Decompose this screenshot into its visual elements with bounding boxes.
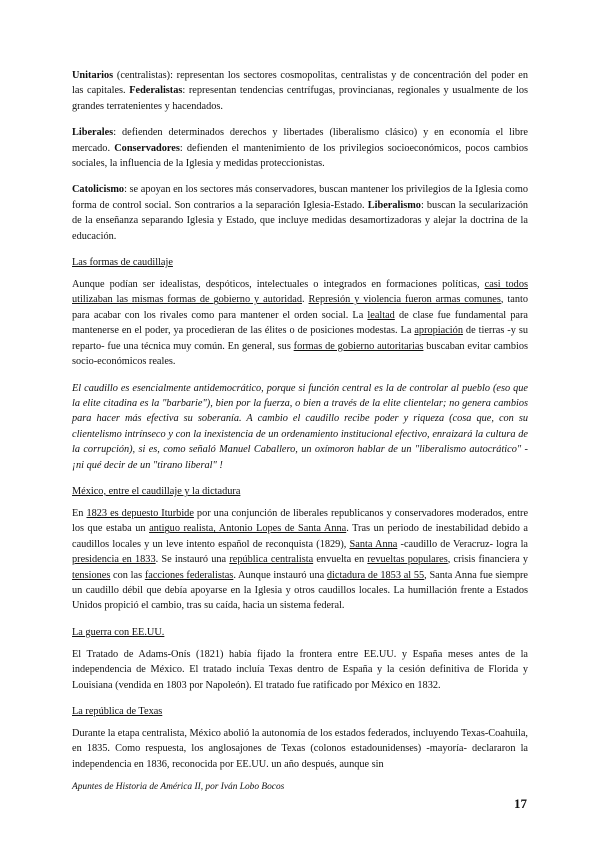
- paragraph-guerra: El Tratado de Adams-Onís (1821) había fijado la frontera entre EE.UU. y España meses antes de la independencia de México. El tratado incluía Texas dentro de España y la cesión definitiva de Florida y Louisiana (vendida en 1803 por Napoleón). El tratado fue ratificado por México en 1832.: [72, 648, 528, 691]
- heading-guerra-eeuu: La guerra con EE.UU.: [72, 626, 165, 638]
- page-footer: Apuntes de Historia de América II, por Iván Lobo Bocos: [72, 782, 285, 792]
- paragraph-caudillaje: Aunque podían ser idealistas, despóticos, intelectuales o integrados en formaciones políticas, casi todos utilizaban las mismas formas de gobierno y autoridad. Represión y violencia fueron armas comunes, tanto para acabar con los rivales como para mantener el orden social. La lealtad de clase fue fundamental para mantenerse en el poder, ya procedieran de las élites o de posiciones modestas. La apropiación de tierras -y su reparto- fue una técnica muy común. En general, sus formas de gobierno autoritarias buscaban evitar cambios socio-económicos reales.: [72, 279, 529, 368]
- heading-republica-texas: La república de Texas: [72, 706, 163, 717]
- term-liberalismo: Liberalismo: [367, 199, 421, 211]
- quote-paragraph: El caudillo es esencialmente antidemocrático, porque si función central es la de controlar al pueblo (eso que la elite citadina es la "barbarie"), bien por la fuerza, o bien a través de la elite clientelar; no genera cambios para hacer más efectiva su soberanía. A cambio el caudillo recibe poder y riqueza (cosa que, con su clientelismo intrínseco y con la inexistencia de un ordenamiento institucional efectivo, enraizará la cultura de la corrupción), si es, como señaló Manuel Caballero, un oxímoron hablar de un "liberalismo autocrático" -¡ni qué decir de un "tirano liberal" !: [72, 382, 528, 471]
- term-federalistas: Federalistas: [129, 85, 183, 97]
- document-page: [72, 68, 528, 783]
- paragraph-catolicismo: Catolicismo: se apoyan en los sectores más conservadores, buscan mantener los privilegios de la Iglesia como forma de control social. Son contrarios a la separación Iglesia-Estado. Liberalismo: buscan la secularización de la enseñanza separando Iglesia y Estado, que incluye medidas desamortizadoras y alejar la doctrina de la educación.: [72, 184, 528, 242]
- heading-mexico: México, entre el caudillaje y la dictadura: [72, 485, 241, 497]
- term-liberales: Liberales: [72, 127, 114, 139]
- paragraph-unitarios: Unitarios (centralistas): representan los sectores cosmopolitas, centralistas y de concentración del poder en las capitales. Federalistas: representan tendencias centrífugas, provincianas, regionales y usualmente de los grandes terratenientes y hacendados.: [72, 70, 528, 112]
- term-unitarios: Unitarios: [72, 70, 114, 81]
- heading-formas-de-caudillaje: Las formas de caudillaje: [72, 257, 173, 269]
- page-number: 17: [514, 796, 527, 811]
- paragraph-mexico: En 1823 es depuesto Iturbide por una conjunción de liberales republicanos y conservadores moderados, entre los que estaba un antiguo realista, Antonio Lopes de Santa Anna. Tras un periodo de inestabilidad debido a caudillos locales y un leve intento español de reconquista (1829), Santa Anna -caudillo de Veracruz- logra la presidencia en 1833. Se instauró una república centralista envuelta en revueltas populares, crisis financiera y tensiones con las facciones federalistas. Aunque instauró una dictadura de 1853 al 55, Santa Anna fue siempre un caudillo débil que debía apoyarse en la Iglesia y otros caudillos locales. La humillación frente a Estados Unidos propició el cambio, tras su caída, hacia un sistema federal.: [72, 507, 529, 612]
- term-conservadores: Conservadores: [114, 142, 180, 154]
- term-catolicismo: Catolicismo: [72, 184, 125, 196]
- paragraph-texas: Durante la etapa centralista, México abolió la autonomía de los estados federados, incluyendo Texas-Coahuila, en 1835. Como respuesta, los anglosajones de Texas (colonos estadounidenses) -mayoría- declararon la independencia en 1836, reconocida por EE.UU. un año después, aunque sin: [72, 728, 529, 770]
- paragraph-liberales: Liberales: defienden determinados derechos y libertades (liberalismo clásico) y en economía el libre mercado. Conservadores: defienden el mantenimiento de los privilegios socioeconómicos, pocos cambios sociales, la influencia de la Iglesia y medidas proteccionistas.: [72, 127, 528, 170]
